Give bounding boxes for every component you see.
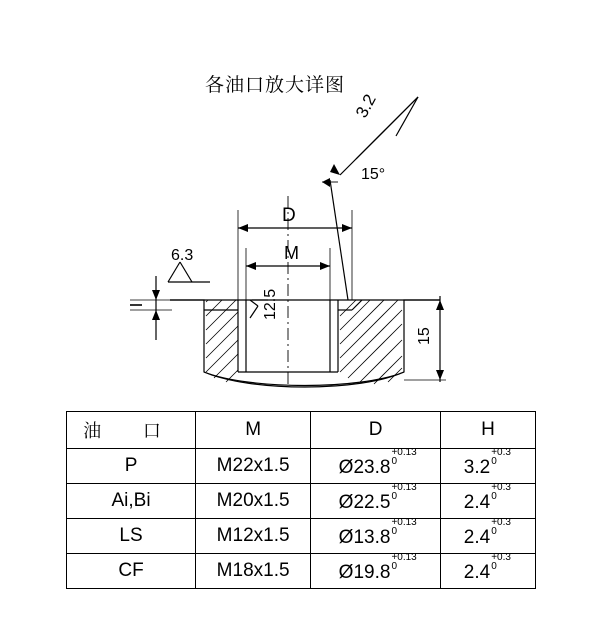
cell-d-lower: 0 bbox=[391, 525, 397, 537]
cell-d-lower: 0 bbox=[391, 455, 397, 467]
cell-d-value: Ø19.8 bbox=[338, 561, 391, 583]
cell-h-lower: 0 bbox=[491, 490, 497, 502]
hatch-right bbox=[340, 300, 402, 384]
cell-h bbox=[440, 554, 535, 589]
hatch-left bbox=[206, 300, 238, 382]
cell-port: P bbox=[67, 449, 196, 484]
label-radius-15: 15 bbox=[416, 327, 433, 345]
cell-d-upper: +0.13 bbox=[391, 447, 417, 458]
leader-arrow-head bbox=[330, 164, 340, 175]
table-row bbox=[67, 449, 536, 484]
cell-port: CF bbox=[67, 554, 196, 589]
cell-h-value: 3.2 bbox=[463, 456, 491, 478]
angle-arrow bbox=[322, 178, 330, 187]
header-d: D bbox=[311, 412, 441, 449]
cell-h bbox=[440, 484, 535, 519]
label-angle-15: 15° bbox=[361, 166, 386, 183]
cell-d-value: Ø23.8 bbox=[338, 456, 391, 478]
cell-port: LS bbox=[67, 519, 196, 554]
cell-d-upper: +0.13 bbox=[391, 517, 417, 528]
header-m: M bbox=[196, 412, 311, 449]
cell-d-upper: +0.13 bbox=[391, 552, 417, 563]
cell-d bbox=[311, 554, 441, 589]
cell-m: M22x1.5 bbox=[196, 449, 311, 484]
d-arrow-right bbox=[342, 224, 352, 232]
cell-h-lower: 0 bbox=[491, 560, 497, 572]
cell-d-value: Ø22.5 bbox=[338, 491, 391, 513]
table-header-row bbox=[67, 412, 536, 449]
d-arrow-left bbox=[238, 224, 248, 232]
cell-h-value: 2.4 bbox=[463, 491, 491, 513]
cell-h-upper: +0.3 bbox=[491, 552, 511, 563]
drawing-title: 各油口放大详图 bbox=[205, 74, 346, 96]
cell-d bbox=[311, 519, 441, 554]
cell-d bbox=[311, 449, 441, 484]
label-m: M bbox=[284, 243, 299, 263]
cell-h bbox=[440, 519, 535, 554]
roughness-symbol-63 bbox=[168, 262, 210, 282]
cell-h bbox=[440, 449, 535, 484]
cell-h-lower: 0 bbox=[491, 525, 497, 537]
table-row bbox=[67, 484, 536, 519]
r15-arrow-bottom bbox=[436, 370, 444, 380]
cell-h-upper: +0.3 bbox=[491, 447, 511, 458]
cell-d-upper: +0.13 bbox=[391, 482, 417, 493]
header-port bbox=[67, 412, 196, 449]
r15-arrow-top bbox=[436, 300, 444, 310]
h-arrow-bottom bbox=[152, 310, 160, 320]
cell-port: Ai,Bi bbox=[67, 484, 196, 519]
header-port-label: 油 口 bbox=[83, 421, 179, 442]
cell-h-value: 2.4 bbox=[463, 526, 491, 548]
cell-d-value: Ø13.8 bbox=[338, 526, 391, 548]
cell-d-lower: 0 bbox=[391, 490, 397, 502]
header-h: H bbox=[440, 412, 535, 449]
cell-h-upper: +0.3 bbox=[491, 517, 511, 528]
cell-m: M18x1.5 bbox=[196, 554, 311, 589]
label-roughness-125: 12.5 bbox=[262, 288, 279, 320]
cell-h-value: 2.4 bbox=[463, 561, 491, 583]
m-arrow-right bbox=[320, 262, 330, 270]
table-row bbox=[67, 554, 536, 589]
table-row bbox=[67, 519, 536, 554]
cell-d-lower: 0 bbox=[391, 560, 397, 572]
cell-d bbox=[311, 484, 441, 519]
cell-h-upper: +0.3 bbox=[491, 482, 511, 493]
port-spec-table bbox=[66, 411, 536, 589]
angle-reference-line bbox=[330, 180, 348, 300]
m-arrow-left bbox=[246, 262, 256, 270]
cell-m: M20x1.5 bbox=[196, 484, 311, 519]
label-roughness-63: 6.3 bbox=[171, 247, 194, 264]
chamfer-line bbox=[352, 300, 362, 310]
label-roughness-32: 3.2 bbox=[352, 91, 380, 121]
h-arrow-top bbox=[152, 290, 160, 300]
label-d: D bbox=[282, 205, 296, 226]
cell-h-lower: 0 bbox=[491, 455, 497, 467]
cell-m: M12x1.5 bbox=[196, 519, 311, 554]
